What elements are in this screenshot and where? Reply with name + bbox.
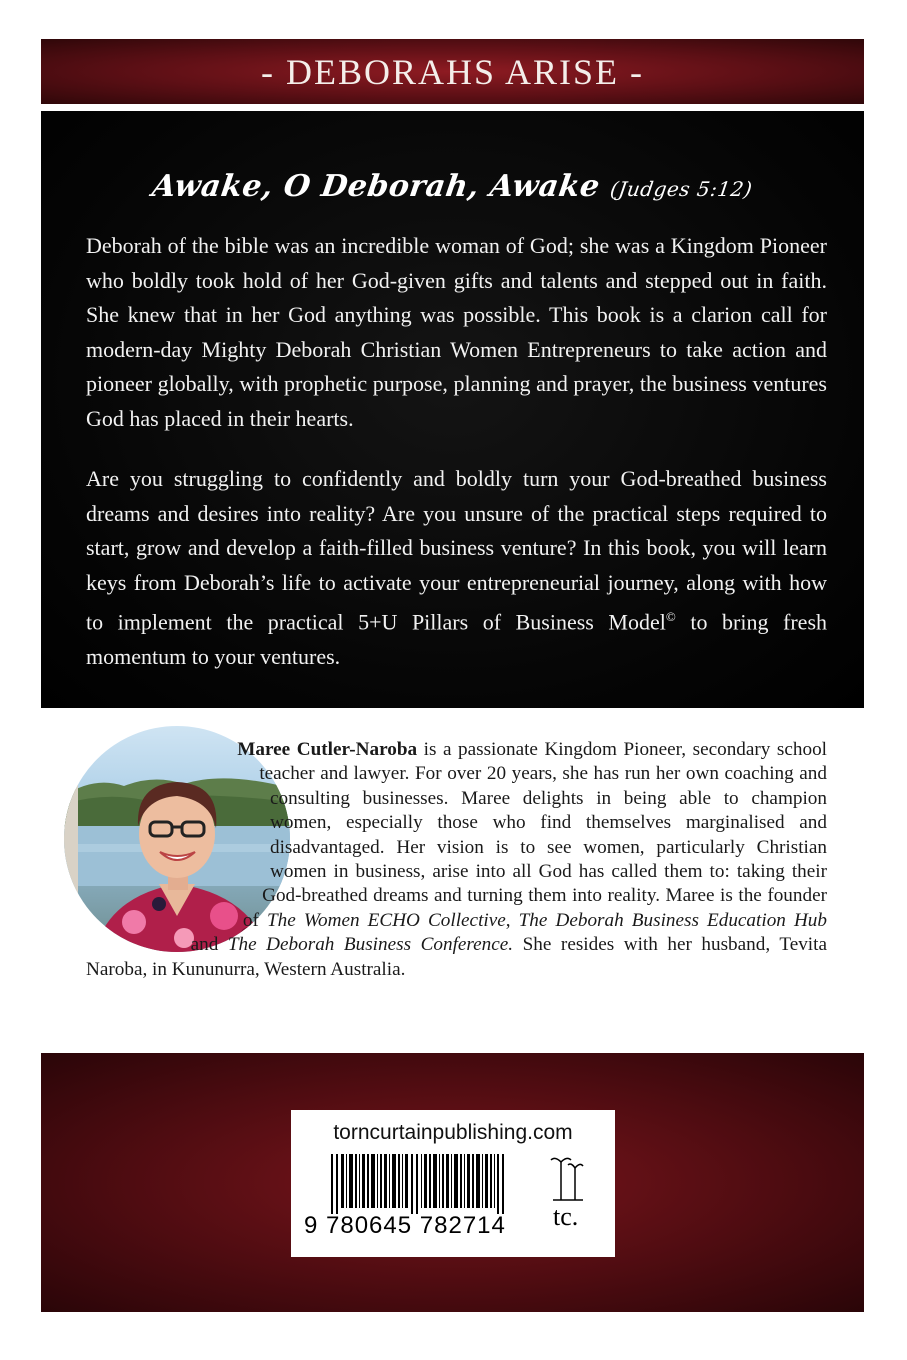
org-education-hub: The Deborah Business Education Hub: [518, 909, 827, 931]
paragraph-2-main: Are you struggling to confidently and boldly turn your God-breathed business dreams and desires into reality? Are you unsure of the practical steps required to start, grow and develop a faith-filled business venture? In this book, you will learn keys from Deborah’s life to activate your entrepreneurial journey, along with how to implement the practical 5+U Pillars of Business Model: [86, 466, 827, 635]
publisher-logo-text: tc.: [553, 1202, 579, 1231]
publisher-url: torncurtainpublishing.com: [333, 1121, 573, 1144]
bio-text-2: She resides with her husband, Tevita Naroba, in Kununurra, Western Australia.: [86, 934, 827, 980]
bio-sep-2: and: [190, 934, 228, 956]
copyright-symbol: ©: [665, 609, 676, 624]
bio-sep-1: ,: [505, 909, 519, 931]
isbn-number: 9 780645 782714: [304, 1212, 506, 1239]
bio-text-1: is a passionate Kingdom Pioneer, secondary school teacher and lawyer. For over 20 years, she has run her own coaching and consulting businesses. Maree delights in being able to champion women, especially those who find themselves marginalised and disadvantaged. Her vision is to see women, particularly Christian women in business, arise into all God has called them to: taking their God-breathed dreams and turning them into reality. Maree is the founder of: [242, 739, 827, 931]
author-name: Maree Cutler-Naroba: [237, 739, 418, 760]
scripture-reference: (Judges 5:12): [608, 177, 755, 201]
description-paragraph-2: [86, 462, 827, 674]
description-paragraph-1: Deborah of the bible was an incredible woman of God; she was a Kingdom Pioneer who boldly took hold of her God-given gifts and talents and stepped out in faith. She knew that in her God anything was possible. This book is a clarion call for modern-day Mighty Deborah Christian Women Entrepreneurs to take action and pioneer globally, with prophetic purpose, planning and prayer, the business ventures God has placed in their hearts.: [86, 233, 827, 431]
scripture-heading: [39, 169, 867, 204]
org-women-echo: The Women ECHO Collective: [266, 909, 506, 931]
author-bio: [86, 738, 827, 982]
book-title: - DEBORAHS ARISE -: [260, 51, 645, 92]
paragraph-2-end: to bring fresh momentum to your ventures.: [86, 609, 827, 669]
barcode-box: [291, 1110, 615, 1257]
scripture-quote: Awake, O Deborah, Awake: [149, 169, 603, 204]
org-conference: The Deborah Business Conference.: [227, 934, 514, 956]
description-panel: [41, 111, 864, 708]
title-banner: [41, 39, 864, 104]
barcode-icon: [291, 1154, 541, 1214]
